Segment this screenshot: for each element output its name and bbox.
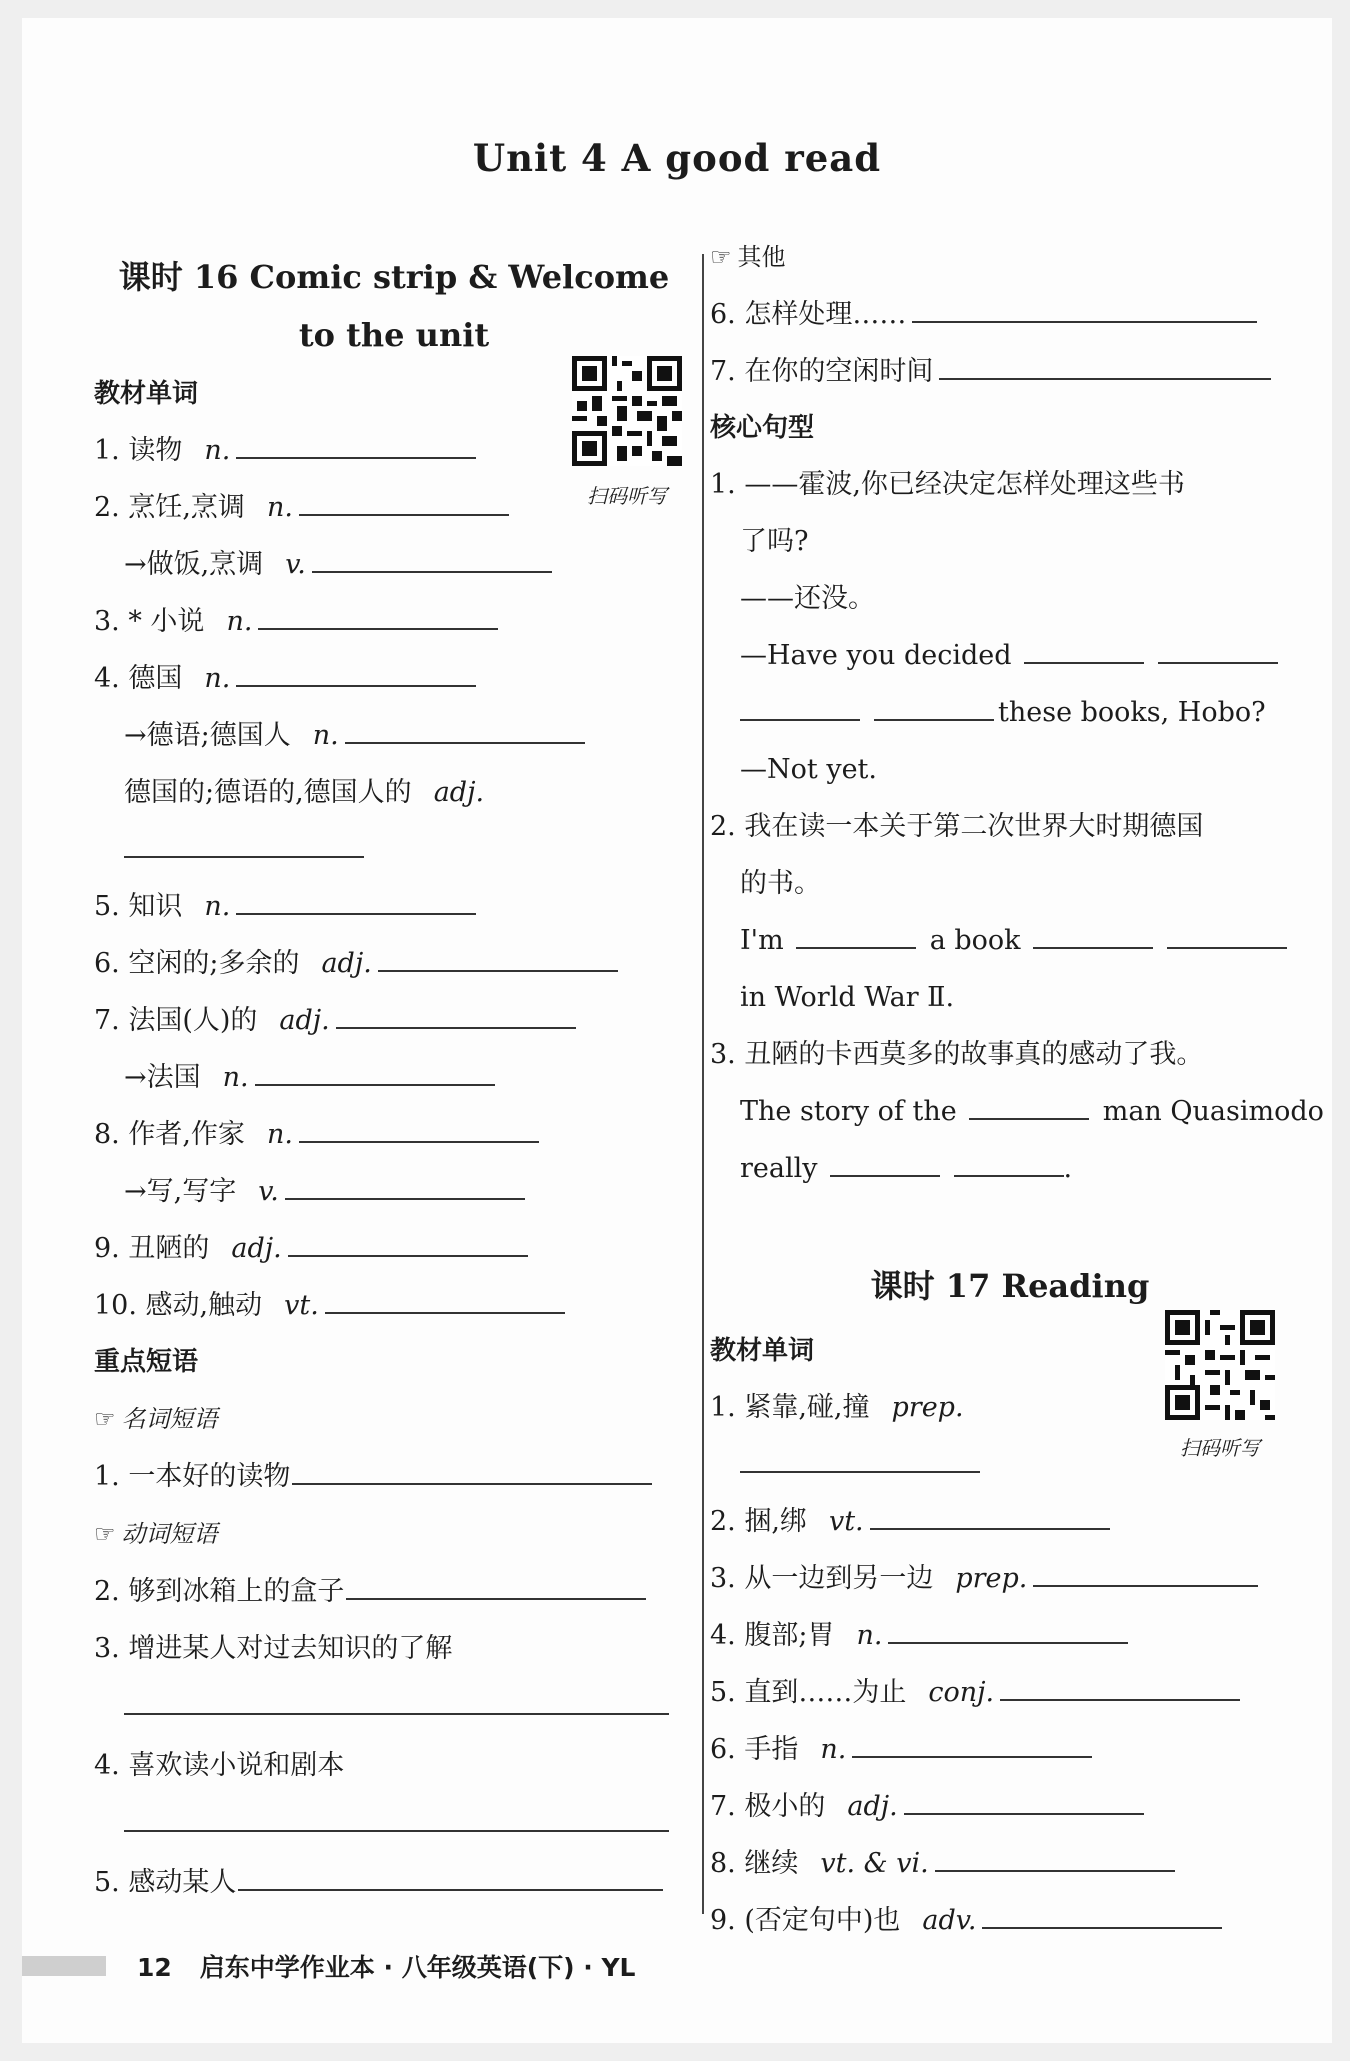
answer-blank[interactable]: [345, 716, 585, 744]
phrase-item: 6. 怎样处理……: [710, 286, 1310, 343]
qr-caption: 扫码听写: [587, 484, 667, 508]
qr-code-icon[interactable]: [572, 356, 682, 466]
answer-blank[interactable]: [236, 431, 476, 459]
answer-blank[interactable]: [124, 830, 364, 858]
answer-blank[interactable]: [969, 1092, 1089, 1120]
vocab-item: 6. 空闲的;多余的 adj.: [94, 935, 694, 992]
qr-code-icon[interactable]: [1165, 1310, 1275, 1420]
answer-blank[interactable]: [292, 1457, 652, 1485]
vocab-item: 7. 极小的 adj.: [710, 1778, 1310, 1835]
vocab-heading: 教材单词: [710, 1336, 815, 1366]
vocab-heading: 教材单词: [94, 379, 199, 409]
answer-blank[interactable]: [1000, 1673, 1240, 1701]
sentence-cn: 1. ——霍波,你已经决定怎样处理这些书: [710, 469, 1185, 500]
answer-blank[interactable]: [904, 1787, 1144, 1815]
verb-phrase-label: ☞ 动词短语: [94, 1520, 218, 1548]
answer-blank[interactable]: [288, 1229, 528, 1257]
sentence-en: The story of the man Quasimodo: [710, 1083, 1310, 1140]
sentence-cn: 2. 我在读一本关于第二次世界大时期德国: [710, 811, 1204, 842]
phrase-item: 1. 一本好的读物: [94, 1448, 694, 1505]
phrase-item: 2. 够到冰箱上的盒子: [94, 1563, 694, 1620]
phrase-item: 7. 在你的空闲时间: [710, 343, 1310, 400]
answer-blank[interactable]: [299, 1115, 539, 1143]
vocab-item: 德国的;德语的,德国人的 adj.: [124, 777, 485, 808]
vocab-item: 5. 知识 n.: [94, 878, 694, 935]
vocab-item: 4. 德国 n.: [94, 650, 694, 707]
answer-blank[interactable]: [912, 295, 1257, 323]
vocab-item: 7. 法国(人)的 adj.: [94, 992, 694, 1049]
vocab-item: 9. (否定句中)也 adv.: [710, 1892, 1310, 1949]
answer-blank[interactable]: [1167, 921, 1287, 949]
answer-blank[interactable]: [1158, 636, 1278, 664]
phrase-item-continuation: [94, 1794, 694, 1854]
vocab-item: 3. * 小说 n.: [94, 593, 694, 650]
page-footer: [22, 1948, 1332, 1988]
sentence-en: —Have you decided: [710, 627, 1310, 684]
phrase-item: 4. 喜欢读小说和剧本: [94, 1750, 345, 1781]
answer-blank[interactable]: [258, 602, 498, 630]
answer-blank[interactable]: [740, 693, 860, 721]
pointing-hand-icon: ☞: [710, 243, 732, 271]
answer-blank[interactable]: [852, 1730, 1092, 1758]
answer-blank[interactable]: [1033, 1559, 1258, 1587]
vocab-item: 1. 紧靠,碰,撞 prep.: [710, 1392, 964, 1423]
vocab-item: →写,写字 v.: [94, 1163, 694, 1220]
answer-blank[interactable]: [1024, 636, 1144, 664]
vocab-item: 2. 捆,绑 vt.: [710, 1493, 1310, 1550]
answer-blank[interactable]: [870, 1502, 1110, 1530]
answer-blank[interactable]: [312, 545, 552, 573]
sentence-en: these books, Hobo?: [710, 684, 1310, 741]
answer-blank[interactable]: [982, 1901, 1222, 1929]
answer-blank[interactable]: [285, 1172, 525, 1200]
vocab-item: 8. 作者,作家 n.: [94, 1106, 694, 1163]
answer-blank[interactable]: [939, 352, 1271, 380]
vocab-item: 2. 烹饪,烹调 n.: [94, 479, 694, 536]
lesson-16-title: 课时 16 Comic strip & Welcome: [118, 258, 670, 296]
answer-blank[interactable]: [888, 1616, 1128, 1644]
vocab-item: 1. 读物 n.: [94, 422, 694, 479]
answer-blank[interactable]: [346, 1572, 646, 1600]
answer-blank[interactable]: [325, 1286, 565, 1314]
phrase-heading: 重点短语: [94, 1347, 199, 1377]
vocab-item: 6. 手指 n.: [710, 1721, 1310, 1778]
phrase-item: 3. 增进某人对过去知识的了解: [94, 1633, 453, 1664]
answer-blank[interactable]: [935, 1844, 1175, 1872]
sentence-cn: ——还没。: [740, 583, 875, 614]
sentence-en: I'm a book: [710, 912, 1310, 969]
sentence-en: really .: [710, 1140, 1310, 1197]
sentence-cn: 3. 丑陋的卡西莫多的故事真的感动了我。: [710, 1039, 1204, 1070]
vocab-item: →德语;德国人 n.: [94, 707, 694, 764]
column-divider: [702, 254, 704, 1914]
answer-blank[interactable]: [336, 1001, 576, 1029]
unit-title: Unit 4 A good read: [472, 136, 882, 180]
answer-blank[interactable]: [255, 1058, 495, 1086]
vocab-item-continuation: [94, 821, 694, 878]
sentence-en: —Not yet.: [740, 754, 877, 785]
answer-blank[interactable]: [299, 488, 509, 516]
lesson-17-title: 课时 17 Reading: [870, 1267, 1150, 1305]
vocab-item: 4. 腹部;胃 n.: [710, 1607, 1310, 1664]
page-number: 12: [137, 1953, 172, 1982]
answer-blank[interactable]: [378, 944, 618, 972]
phrase-item-continuation: [94, 1677, 694, 1737]
vocab-item: →做饭,烹调 v.: [94, 536, 694, 593]
answer-blank[interactable]: [1033, 921, 1153, 949]
answer-blank[interactable]: [796, 921, 916, 949]
noun-phrase-label: ☞ 名词短语: [94, 1405, 218, 1433]
vocab-item: 3. 从一边到另一边 prep.: [710, 1550, 1310, 1607]
sentence-cn: 了吗?: [740, 526, 809, 557]
sentence-cn: 的书。: [740, 868, 821, 899]
sentence-en: in World War Ⅱ.: [740, 982, 955, 1013]
vocab-item: 9. 丑陋的 adj.: [94, 1220, 694, 1277]
vocab-item: 8. 继续 vt. & vi.: [710, 1835, 1310, 1892]
answer-blank[interactable]: [124, 1804, 669, 1832]
pointing-hand-icon: ☞: [94, 1405, 116, 1433]
other-label: ☞ 其他: [710, 243, 786, 271]
answer-blank[interactable]: [954, 1149, 1064, 1177]
answer-blank[interactable]: [236, 659, 476, 687]
footer-text: [137, 1948, 664, 1984]
phrase-item: 5. 感动某人: [94, 1854, 694, 1911]
book-title: 启东中学作业本 · 八年级英语(下) · YL: [199, 1953, 636, 1982]
answer-blank[interactable]: [830, 1149, 940, 1177]
vocab-item: →法国 n.: [94, 1049, 694, 1106]
answer-blank[interactable]: [124, 1687, 669, 1715]
qr-caption: 扫码听写: [1180, 1436, 1260, 1460]
footer-bar: [22, 1956, 106, 1976]
answer-blank[interactable]: [740, 1445, 980, 1473]
answer-blank[interactable]: [874, 693, 994, 721]
sentence-heading: 核心句型: [710, 413, 815, 443]
answer-blank[interactable]: [238, 1863, 663, 1891]
pointing-hand-icon: ☞: [94, 1520, 116, 1548]
right-column: [710, 228, 1324, 1949]
lesson-16-subtitle: to the unit: [298, 316, 490, 354]
answer-blank[interactable]: [236, 887, 476, 915]
vocab-item: 10. 感动,触动 vt.: [94, 1277, 694, 1334]
vocab-item: 5. 直到……为止 conj.: [710, 1664, 1310, 1721]
worksheet-page: [22, 18, 1332, 2043]
